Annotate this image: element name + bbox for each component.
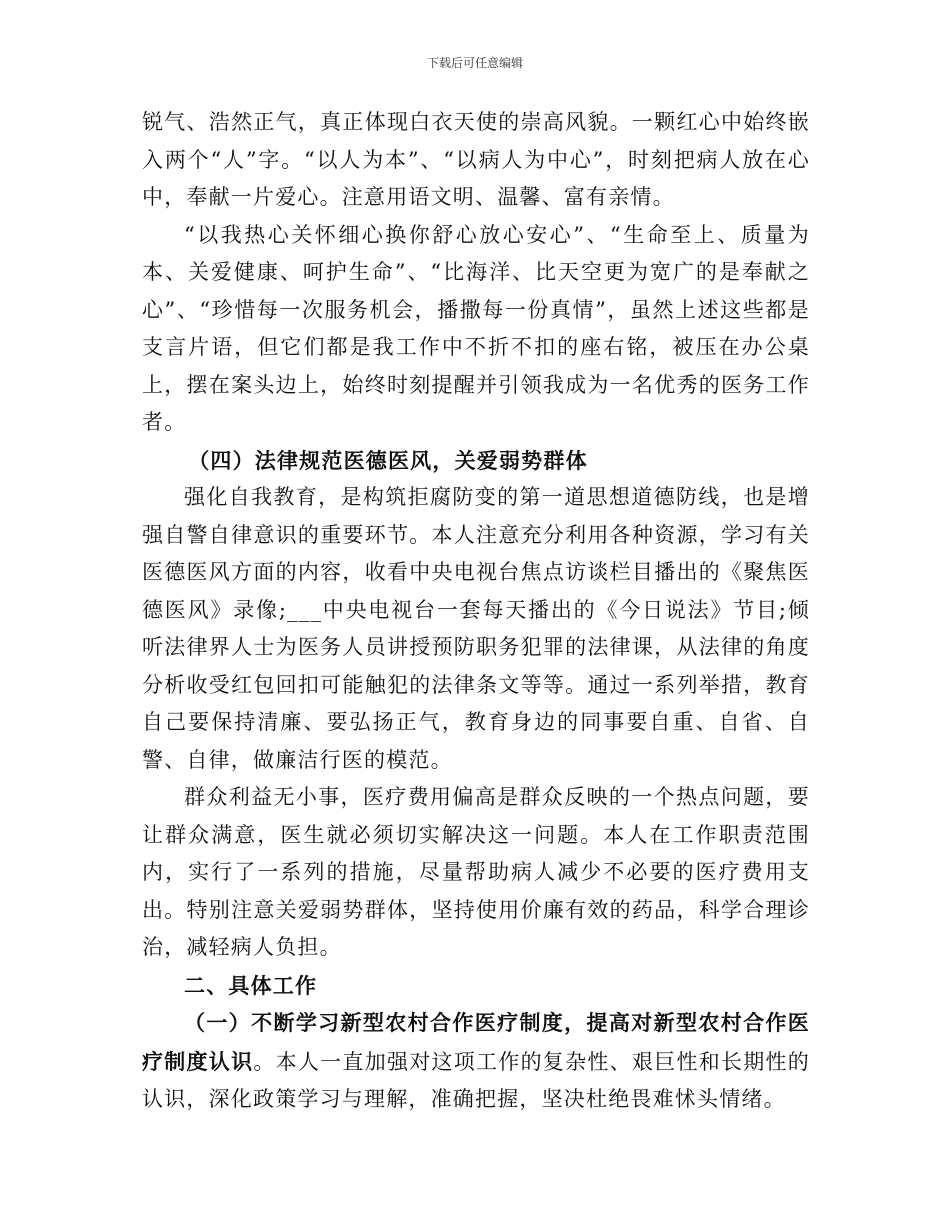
- paragraph-2: “以我热心关怀细心换你舒心放心安心”、“生命至上、质量为本、关爱健康、呵护生命”、“比海洋、比天空更为宽广的是奉献之心”、“珍惜每一次服务机会，播撒每一份真情”，虽然上述这些都是支言片语，但它们都是我工作中不折不扣的座右铭，被压在办公桌上，摆在案头边上，始终时刻提醒并引领我成为一名优秀的医务工作者。: [142, 222, 810, 434]
- paragraph-3: 强化自我教育，是构筑拒腐防变的第一道思想道德防线，也是增强自警自律意识的重要环节。本人注意充分利用各种资源，学习有关医德医风方面的内容，收看中央电视台焦点访谈栏目播出的《聚焦医德医风》录像;___中央电视台一套每天播出的《今日说法》节目;倾听法律界人士为医务人员讲授预防职务犯罪的法律课，从法律的角度分析收受红包回扣可能触犯的法律条文等等。通过一系列举措，教育自己要保持清廉、要弘扬正气，教育身边的同事要自重、自省、自警、自律，做廉洁行医的模范。: [142, 485, 810, 772]
- paragraph-5: [142, 1004, 810, 1119]
- section-heading-4: （四）法律规范医德医风，关爱弱势群体: [188, 447, 588, 473]
- document-body: [142, 104, 810, 1119]
- section-heading-2: 二、具体工作: [184, 972, 318, 998]
- paragraph-1: 锐气、浩然正气，真正体现白衣天使的崇高风貌。一颗红心中始终嵌入两个“人”字。“以人为本”、“以病人为中心”，时刻把病人放在心中，奉献一片爱心。注意用语文明、温馨、富有亲情。: [142, 110, 810, 209]
- paragraph-4: 群众利益无小事，医疗费用偏高是群众反映的一个热点问题，要让群众满意，医生就必须切实解决这一问题。本人在工作职责范围内，实行了一系列的措施，尽量帮助病人减少不必要的医疗费用支出。特别注意关爱弱势群体，坚持使用价廉有效的药品，科学合理诊治，减轻病人负担。: [142, 785, 810, 959]
- page-header: 下载后可任意编辑: [426, 56, 523, 70]
- subheading-1: （一）不断学习新型农村合作医疗制度，提高对新型农村合作医疗制度认识: [142, 1010, 810, 1074]
- paragraph-5-body: 。本人一直加强对这项工作的复杂性、艰巨性和长期性的认识，深化政策学习与理解，准确把握，坚决杜绝畏难怵头情绪。: [142, 1049, 811, 1111]
